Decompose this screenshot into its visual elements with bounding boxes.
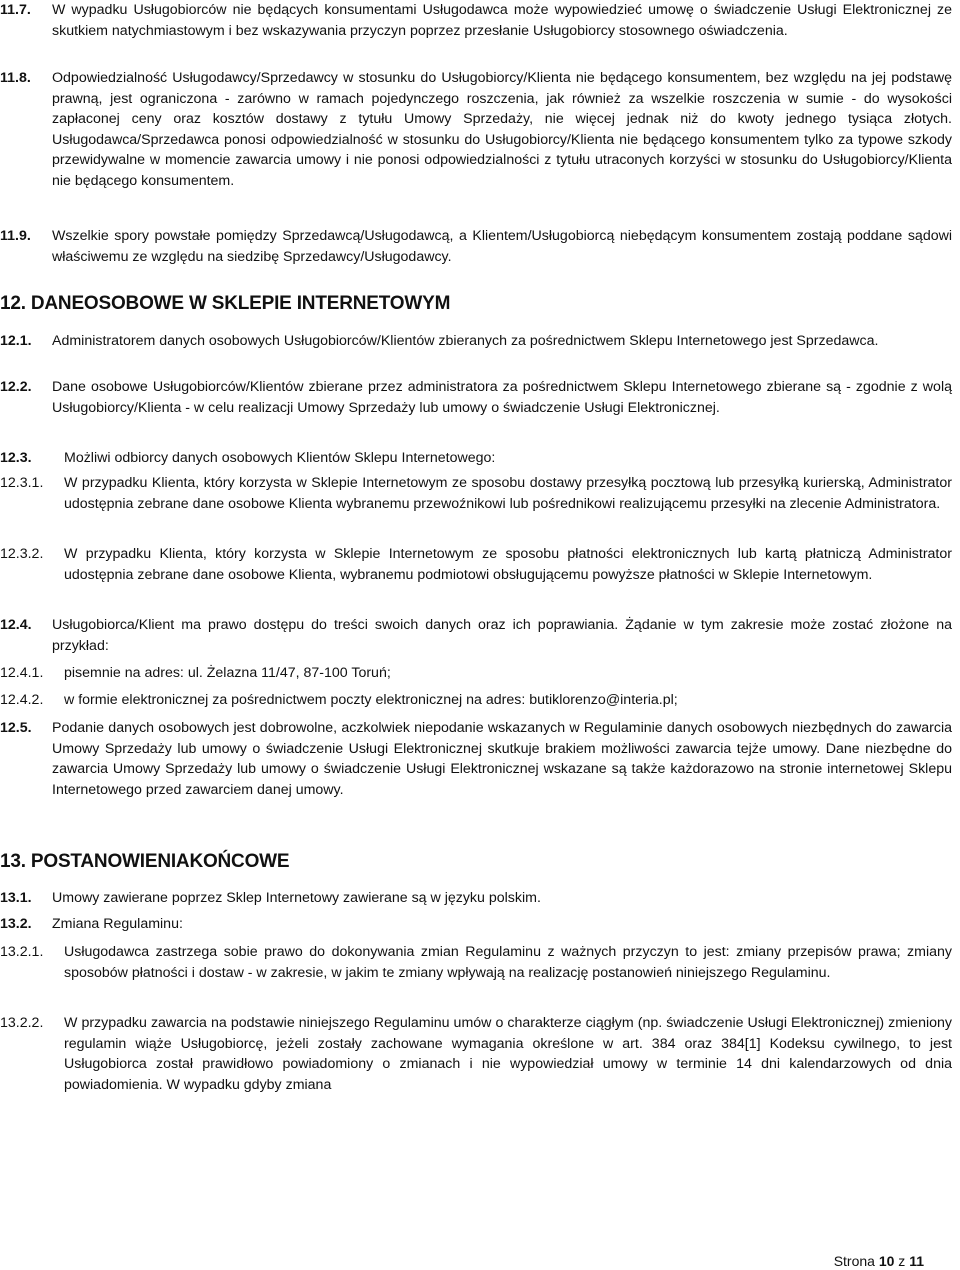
- paragraph-number: 13.1.: [0, 890, 32, 906]
- paragraph-number: 12.3.2.: [0, 546, 44, 562]
- paragraph-text: W wypadku Usługobiorców nie będących konsumentami Usługodawca może wypowiedzieć umowę o świadczenie Usługi Elektronicznej ze skutkiem natychmiastowym i bez wskazywania przyczyn poprzez przesłanie Usługobiorcy stosownego oświadczenia.: [52, 2, 952, 39]
- paragraph-text: Zmiana Regulaminu:: [52, 916, 183, 932]
- paragraph-text: Usługodawca zastrzega sobie prawo do dokonywania zmian Regulaminu z ważnych przyczyn to jest: zmiany przepisów prawa; zmiany sposobów płatności i dostaw - w zakresie, w jakim te zmiany wpływają na realizację postanowień niniejszego Regulaminu.: [64, 944, 952, 981]
- section-heading-12: 12. DANEOSOBOWE W SKLEPIE INTERNETOWYM: [0, 293, 451, 314]
- section-heading-13: 13. POSTANOWIENIAKOŃCOWE: [0, 851, 290, 872]
- paragraph-text: pisemnie na adres: ul. Żelazna 11/47, 87-100 Toruń;: [64, 665, 391, 681]
- footer-current-page: 10: [878, 1253, 895, 1269]
- paragraph-text: Możliwi odbiorcy danych osobowych Klientów Sklepu Internetowego:: [64, 450, 496, 466]
- footer-prefix: Strona: [833, 1253, 875, 1269]
- paragraph-text: W przypadku Klienta, który korzysta w Sklepie Internetowym ze sposobu płatności elektronicznych lub kartą płatniczą Administrator udostępnia zebrane dane osobowe Klienta, wybranemu podmiotowi obsługującemu powyższe płatności w Sklepie Internetowym.: [64, 546, 952, 583]
- paragraph-text: W przypadku zawarcia na podstawie niniejszego Regulaminu umów o charakterze ciągłym (np. świadczenie Usługi Elektronicznej) zmieniony regulamin wiąże Usługobiorcę, jeżeli zostały zachowane wymagania określone w art. 384 oraz 384[1] Kodeksu cywilnego, to jest Usługobiorca został prawidłowo powiadomiony o zmianach i nie wypowiedział umowy w terminie 14 dni kalendarzowych od dnia powiadomienia. W wypadku gdyby zmiana: [64, 1015, 952, 1093]
- paragraph-text: Umowy zawierane poprzez Sklep Internetowy zawierane są w języku polskim.: [52, 890, 541, 906]
- paragraph-text: Usługobiorca/Klient ma prawo dostępu do treści swoich danych oraz ich poprawiania. Żądanie w tym zakresie może zostać złożone na przykład:: [52, 617, 952, 654]
- footer-separator: z: [898, 1253, 906, 1269]
- paragraph-number: 12.1.: [0, 333, 32, 349]
- paragraph-number: 12.3.1.: [0, 475, 44, 491]
- footer-total-pages: 11: [909, 1253, 924, 1269]
- paragraph-number: 12.4.: [0, 617, 32, 633]
- paragraph-text: Podanie danych osobowych jest dobrowolne, aczkolwiek niepodanie wskazanych w Regulaminie danych osobowych niezbędnych do zawarcia Umowy Sprzedaży lub umowy o świadczenie Usługi Elektronicznej skutkuje brakiem możliwości zawarcia tejże umowy. Dane niezbędne do zawarcia Umowy Sprzedaży lub umowy o świadczenie Usługi Elektronicznej wskazane są także każdorazowo na stronie internetowej Sklepu Internetowego przed zawarciem danej umowy.: [52, 720, 952, 798]
- paragraph-number: 11.8.: [0, 70, 31, 86]
- paragraph-number: 11.9.: [0, 228, 31, 244]
- page-number-footer: [834, 1252, 924, 1270]
- paragraph-number: 12.2.: [0, 379, 32, 395]
- paragraph-number: 12.4.1.: [0, 665, 44, 681]
- paragraph-text: Wszelkie spory powstałe pomiędzy Sprzedawcą/Usługodawcą, a Klientem/Usługobiorcą niebędącym konsumentem zostają poddane sądowi właściwemu ze względu na siedzibę Sprzedawcy/Usługodawcy.: [52, 228, 952, 265]
- paragraph-text: w formie elektronicznej za pośrednictwem poczty elektronicznej na adres: butiklorenzo@interia.pl;: [64, 692, 678, 708]
- paragraph-number: 11.7.: [0, 2, 31, 18]
- paragraph-number: 13.2.2.: [0, 1015, 44, 1031]
- paragraph-number: 12.4.2.: [0, 692, 44, 708]
- paragraph-number: 12.3.: [0, 450, 32, 466]
- paragraph-text: Administratorem danych osobowych Usługobiorców/Klientów zbieranych za pośrednictwem Sklepu Internetowego jest Sprzedawca.: [52, 333, 879, 349]
- paragraph-number: 12.5.: [0, 720, 32, 736]
- paragraph-text: Odpowiedzialność Usługodawcy/Sprzedawcy w stosunku do Usługobiorcy/Klienta nie będącego konsumentem, bez względu na jej podstawę prawną, jest ograniczona - zarówno w ramach pojedynczego roszczenia, jak również za wszelkie roszczenia w sumie - do wysokości zapłaconej ceny oraz kosztów dostawy z tytułu Umowy Sprzedaży, nie więcej jednak niż do kwoty jednego tysiąca złotych. Usługodawca/Sprzedawca ponosi odpowiedzialność w stosunku do Usługobiorcy/Klienta nie będącego konsumentem tylko za typowe szkody przewidywalne w momencie zawarcia umowy i nie ponosi odpowiedzialności z tytułu utraconych korzyści w stosunku do Usługobiorcy/Klienta nie będącego konsumentem.: [52, 70, 952, 189]
- paragraph-number: 13.2.: [0, 916, 32, 932]
- paragraph-text: W przypadku Klienta, który korzysta w Sklepie Internetowym ze sposobu dostawy przesyłką pocztową lub przesyłką kurierską, Administrator udostępnia zebrane dane osobowe Klienta wybranemu przewoźnikowi lub pośrednikowi realizującemu przesyłki na zlecenie Administratora.: [64, 475, 952, 512]
- paragraph-text: Dane osobowe Usługobiorców/Klientów zbierane przez administratora za pośrednictwem Sklepu Internetowego zbierane są - zgodnie z wolą Usługobiorcy/Klienta - w celu realizacji Umowy Sprzedaży lub umowy o świadczenie Usługi Elektronicznej.: [52, 379, 952, 416]
- paragraph-number: 13.2.1.: [0, 944, 44, 960]
